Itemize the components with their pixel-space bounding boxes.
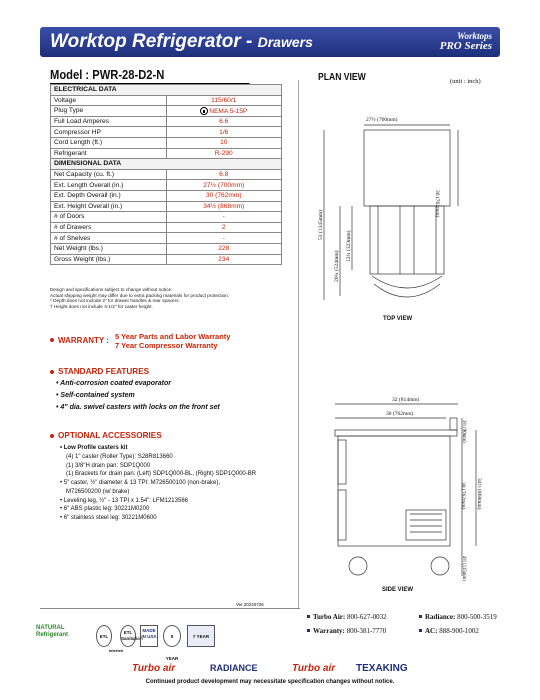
drawer-front: [338, 440, 346, 484]
title-subtitle: Drawers: [257, 34, 313, 50]
page-title: [50, 31, 313, 53]
accessory-line: • Low Profile casters kit: [60, 445, 128, 451]
square-bullet-icon: [419, 615, 422, 618]
accessory-line: (1) Brackets for drain pan: (Left) SDP1Q000-BL, (Right) SDP1Q000-BR: [66, 471, 257, 478]
contact-warranty: [307, 627, 386, 635]
title-main: Worktop Refrigerator -: [50, 31, 253, 52]
seven-year-badge: [187, 625, 215, 647]
contact-ac: [419, 627, 479, 635]
electrical-header: ELECTRICAL DATA: [51, 85, 282, 96]
accessory-line: • 5" caster, ½" diameter & 13 TPI: M726500100 (non-brake),: [60, 480, 221, 486]
brand-turbo-air: Turbo air: [132, 663, 176, 674]
accessory-line: (4) 1" caster (Roller Type): S28R813660: [66, 453, 173, 460]
plug-icon: [200, 107, 208, 115]
dim-side-h1: 3½ (90mm): [461, 420, 466, 443]
series-top: Worktops: [457, 31, 492, 41]
drawer-open-outline: [370, 206, 444, 274]
cert-text: ETL: [99, 634, 109, 639]
five-year-badge: [163, 625, 181, 661]
vent-grille: [406, 510, 446, 540]
spec-label: Refrigerant: [51, 148, 167, 159]
spec-label: # of Shelves: [51, 233, 167, 244]
title-banner: [40, 27, 500, 57]
feature-text: 4" dia. swivel casters with locks on the front set: [60, 404, 220, 411]
warranty-line: 7 Year Compressor Warranty: [115, 341, 218, 350]
square-bullet-icon: [307, 629, 310, 632]
accessories-title: OPTIONAL ACCESSORIES: [58, 431, 162, 440]
spec-label: Compressor HP: [51, 127, 167, 138]
worktop-outline: [335, 430, 457, 436]
accessory-line: M726500200 (w/ brake): [66, 488, 130, 495]
note: Actual shipping weight may differ due to extra packing materials for product protection.: [50, 292, 230, 298]
side-view-drawing: [335, 404, 476, 576]
brand-radiance: RADIANCE: [210, 663, 258, 673]
door-swing-arc: [372, 276, 442, 288]
cert-text: 7 YEAR: [192, 634, 210, 639]
bullet-icon: [50, 338, 54, 342]
spec-notes: [50, 287, 290, 309]
caster-wheel: [431, 557, 449, 575]
made-in-usa-logo: [140, 625, 158, 647]
feature-item: • Self-contained system: [56, 392, 135, 399]
plug-type-text: NEMA 5-15P: [209, 107, 248, 115]
cabinet-side-outline: [338, 436, 450, 546]
accessories-list: [60, 444, 256, 523]
spec-label: Cord Length (ft.): [51, 137, 167, 148]
spec-label: Full Load Amperes: [51, 116, 167, 127]
spec-label: # of Drawers: [51, 222, 167, 233]
spec-label: Net Capacity (cu. ft.): [51, 169, 167, 180]
contact-phone[interactable]: 800-500-3519: [457, 613, 497, 621]
door-swing-arc: [374, 284, 440, 297]
warranty-line: 5 Year Parts and Labor Warranty: [115, 332, 231, 341]
spec-value: 27½ (700mm): [166, 180, 282, 191]
contact-turbo: [307, 613, 387, 621]
accessory-line: • 6" ABS plastic leg: 30221M0200: [60, 506, 150, 513]
feature-text: Anti-corrosion coated evaporator: [60, 380, 171, 387]
feature-item: • 4" dia. swivel casters with locks on the front set: [56, 404, 220, 411]
contact-phone[interactable]: 800-627-0032: [346, 613, 387, 621]
intertek-label: [92, 648, 140, 654]
contact-label: Warranty:: [313, 627, 345, 635]
contact-label: Turbo Air:: [313, 613, 346, 621]
contact-label: AC:: [425, 627, 438, 635]
cert-text: NATURAL Refrigerant: [36, 625, 69, 638]
drawer-front: [338, 490, 346, 540]
dim-top-depth: 30 (762mm): [434, 190, 440, 218]
spec-value: 30 (762mm): [166, 190, 282, 201]
feature-item: • Anti-corrosion coated evaporator: [56, 380, 171, 387]
series-label: [440, 31, 492, 51]
contact-phone[interactable]: 800-381-7770: [346, 627, 387, 635]
spec-value: 34½ (868mm): [166, 201, 282, 212]
spec-value: 6.6: [166, 116, 282, 127]
spec-label: Ext. Depth Overall (in.): [51, 190, 167, 201]
top-view-caption: TOP VIEW: [383, 316, 413, 322]
note: Design and specifications subject to change without notice.: [50, 287, 173, 292]
footer-disclaimer: Continued product development may necessitate specification changes without notice.: [145, 679, 395, 685]
spec-value: 1/6: [166, 127, 282, 138]
dim-side-h2: 30 (762mm): [460, 482, 466, 510]
note: * Depth does not include 2" for drawer handles & rear spacers.: [50, 298, 180, 304]
contact-label: Radiance:: [425, 613, 456, 621]
plan-drawings: [300, 100, 510, 600]
spec-label: Ext. Height Overall (in.): [51, 201, 167, 212]
divider: [298, 80, 299, 608]
square-bullet-icon: [307, 615, 310, 618]
dim-side-h3: 34½ (868mm): [476, 478, 482, 510]
caster-wheel: [349, 557, 367, 575]
features-title: STANDARD FEATURES: [58, 367, 150, 376]
spec-label: Plug Type: [51, 106, 167, 117]
accessory-line: • Leveling leg, ½" - 13 TPI x 1.54": LFM1213566: [60, 497, 188, 504]
brand-texaking: TEXAKING: [356, 663, 408, 674]
dim-side-depth: 30 (762mm): [386, 411, 414, 417]
feature-text: Self-contained system: [60, 392, 135, 399]
spec-value: -: [166, 212, 282, 223]
dimensional-header: DIMENSIONAL DATA: [51, 159, 282, 170]
cert-text: ETL Sanitation: [121, 630, 143, 641]
spec-value: 228: [166, 243, 282, 254]
spec-value: 10: [166, 137, 282, 148]
spec-value: R-290: [166, 148, 282, 159]
unit-label: (unit : inch): [450, 78, 481, 85]
dim-top-open: 53 (1345mm): [318, 209, 324, 240]
warranty-values: [115, 332, 230, 350]
spec-label: Voltage: [51, 95, 167, 106]
natural-refrigerant-logo: [36, 625, 76, 647]
cert-text: 5 YEAR: [165, 634, 179, 661]
accessory-line: (1) 3/8"H drain pan: SDP1Q000: [66, 462, 151, 469]
spec-table: [50, 84, 282, 265]
dim-side-total: 32 (814mm): [392, 397, 420, 403]
spec-label: # of Doors: [51, 212, 167, 223]
spec-label: Gross Weight (lbs.): [51, 254, 167, 265]
version-label: Ver.20240726: [236, 602, 264, 607]
dim-side-caster: 4½ (115mm): [461, 556, 466, 581]
etl-logo: [96, 625, 112, 647]
dim-top-drawer1: 20¾ (524mm): [334, 250, 340, 282]
spec-value-plug: [166, 106, 282, 117]
model-number: Model : PWR-28-D2-N: [50, 67, 250, 84]
spec-value: 6.8: [166, 169, 282, 180]
bullet-icon: [50, 434, 54, 438]
warranty-label: WARRANTY :: [58, 336, 109, 345]
series-bottom: PRO Series: [439, 40, 492, 52]
spec-value: 2: [166, 222, 282, 233]
spec-value: 115/60/1: [166, 95, 282, 106]
accessory-line: • 6" stainless steel leg: 30221M0600: [60, 515, 157, 521]
contact-radiance: [419, 613, 497, 621]
square-bullet-icon: [419, 629, 422, 632]
spec-value: -: [166, 233, 282, 244]
backsplash-outline: [450, 418, 457, 430]
divider: [40, 608, 300, 609]
note: † Height does not include 4-1/2" for caster height.: [50, 303, 153, 309]
spec-value: 234: [166, 254, 282, 265]
side-view-caption: SIDE VIEW: [382, 587, 414, 593]
brand-turbo-air-2: Turbo air: [292, 663, 336, 674]
dim-top-width: 27½ (700mm): [366, 117, 398, 123]
bullet-icon: [50, 370, 54, 374]
cert-text: Intertek: [108, 648, 124, 653]
etl-sanitation-logo: [120, 625, 143, 647]
plan-view-title: PLAN VIEW: [318, 72, 366, 83]
contact-phone[interactable]: 888-900-1002: [439, 627, 479, 635]
cert-text: MADE IN USA: [141, 628, 157, 639]
spec-label: Ext. Length Overall (in.): [51, 180, 167, 191]
dim-top-drawer2: 12¾ (323mm): [346, 230, 352, 262]
spec-label: Net Weight (lbs.): [51, 243, 167, 254]
